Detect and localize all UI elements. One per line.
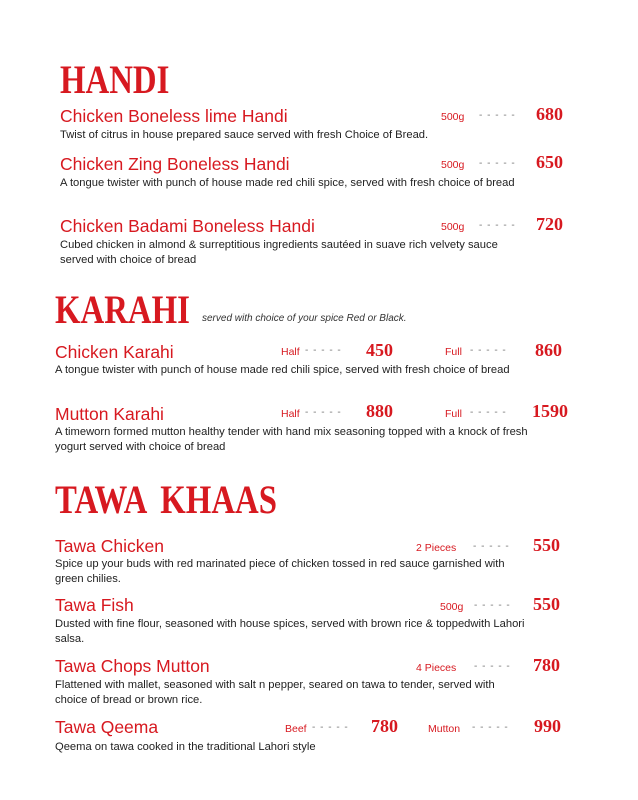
menu-item-description: Cubed chicken in almond & surreptitious ingredients sautéed in suave rich velvety sauce served with choice of bread xyxy=(60,239,498,266)
menu-item-name: Chicken Boneless lime Handi xyxy=(60,106,288,126)
leader-dashes: - - - - - xyxy=(474,661,511,672)
beef-price: 780 xyxy=(371,716,398,736)
price: 780 xyxy=(533,655,560,675)
section-note: served with choice of your spice Red or Black. xyxy=(202,313,407,324)
price: 550 xyxy=(533,535,560,555)
price: 650 xyxy=(536,152,563,172)
menu-item-name: Tawa Chops Mutton xyxy=(55,656,210,676)
leader-dashes: - - - - - xyxy=(312,722,349,733)
price: 550 xyxy=(533,594,560,614)
half-label: Half xyxy=(281,346,300,358)
price: 720 xyxy=(536,214,563,234)
full-price: 1590 xyxy=(532,401,568,421)
menu-item-description: Spice up your buds with red marinated piece of chicken tossed in red sauce garnished with green chilies. xyxy=(55,558,505,585)
menu-item-name: Chicken Zing Boneless Handi xyxy=(60,154,290,174)
portion-size: 500g xyxy=(440,601,464,613)
portion-size: 500g xyxy=(441,111,465,123)
menu-item-description: Twist of citrus in house prepared sauce served with fresh Choice of Bread. xyxy=(60,129,429,141)
menu-item-name: Mutton Karahi xyxy=(55,404,164,424)
menu-item-name: Chicken Karahi xyxy=(55,342,174,362)
price: 680 xyxy=(536,104,563,124)
menu-item-name: Tawa Qeema xyxy=(55,717,159,737)
menu-item-description: Dusted with fine flour, seasoned with house spices, served with brown rice & toppedwith Lahori salsa. xyxy=(55,618,525,645)
mutton-label: Mutton xyxy=(428,723,461,735)
menu-item-description: A tongue twister with punch of house made red chili spice, served with fresh choice of bread xyxy=(55,364,510,376)
menu-item-description: Flattened with mallet, seasoned with salt n pepper, seared on tawa to tender, served with choice of bread or brown rice. xyxy=(55,679,495,706)
beef-label: Beef xyxy=(285,723,307,735)
leader-dashes: - - - - - xyxy=(479,220,516,231)
half-label: Half xyxy=(281,408,300,420)
leader-dashes: - - - - - xyxy=(470,345,507,356)
leader-dashes: - - - - - xyxy=(479,110,516,121)
portion-size: 500g xyxy=(441,159,465,171)
half-price: 880 xyxy=(366,401,393,421)
half-price: 450 xyxy=(366,340,393,360)
menu-item-description: A timeworn formed mutton healthy tender with hand mix seasoning topped with a knock of fresh yogurt served with choice of bread xyxy=(55,426,528,453)
section-title-tawa-khaas: TAWA KHAAS xyxy=(55,477,277,522)
menu-item-description: A tongue twister with punch of house made red chili spice, served with fresh choice of bread xyxy=(60,177,515,189)
mutton-price: 990 xyxy=(534,716,561,736)
leader-dashes: - - - - - xyxy=(473,541,510,552)
portion-size: 2 Pieces xyxy=(416,542,457,554)
full-price: 860 xyxy=(535,340,562,360)
full-label: Full xyxy=(445,346,462,358)
leader-dashes: - - - - - xyxy=(305,407,342,418)
menu-item-name: Tawa Chicken xyxy=(55,536,164,556)
menu-item-description: Qeema on tawa cooked in the traditional Lahori style xyxy=(55,741,316,753)
section-title-handi: HANDI xyxy=(60,57,170,102)
leader-dashes: - - - - - xyxy=(305,345,342,356)
menu-item-name: Chicken Badami Boneless Handi xyxy=(60,216,315,236)
leader-dashes: - - - - - xyxy=(479,158,516,169)
portion-size: 4 Pieces xyxy=(416,662,457,674)
full-label: Full xyxy=(445,408,462,420)
leader-dashes: - - - - - xyxy=(474,600,511,611)
portion-size: 500g xyxy=(441,221,465,233)
section-title-karahi: KARAHI xyxy=(55,287,190,332)
menu-item-name: Tawa Fish xyxy=(55,595,134,615)
leader-dashes: - - - - - xyxy=(472,722,509,733)
leader-dashes: - - - - - xyxy=(470,407,507,418)
